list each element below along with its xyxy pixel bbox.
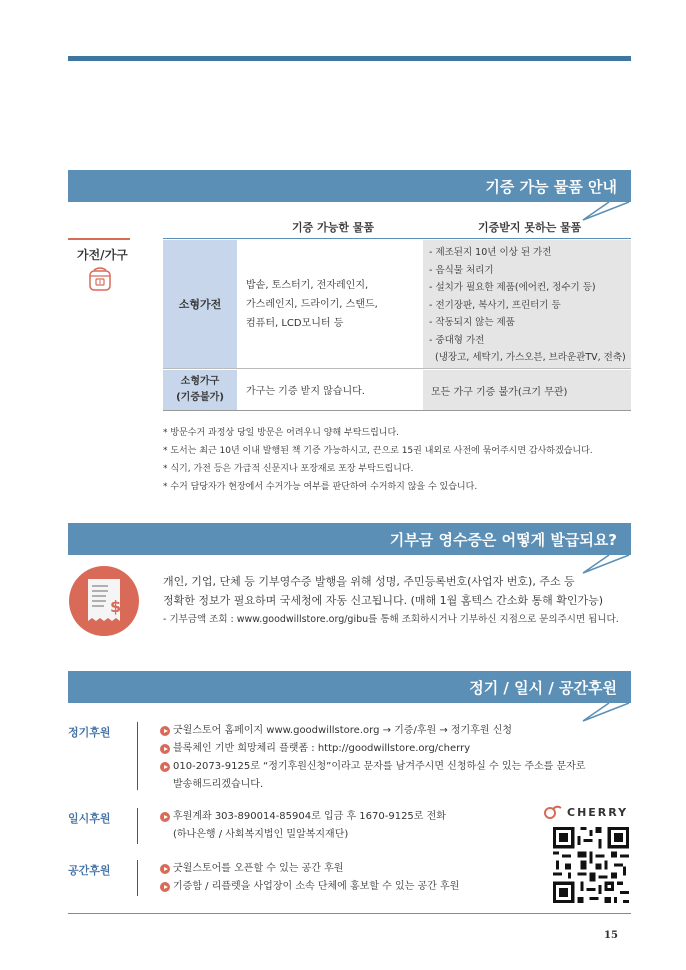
bottom-rule bbox=[68, 913, 631, 914]
list-item: 블록체인 기반 희망체리 플랫폼 : http://goodwillstore.org/cherry bbox=[160, 740, 585, 758]
note-item: * 수거 담당자가 현장에서 수거가능 여부를 판단하여 수거하지 않을 수 있습니다. bbox=[163, 482, 478, 492]
row-divider bbox=[163, 368, 631, 369]
available-line: 컴퓨터, LCD모니터 등 bbox=[246, 318, 344, 329]
section-header-sponsorship bbox=[68, 671, 631, 703]
unavailable-line: (냉장고, 세탁기, 가스오븐, 브라운관TV, 전축) bbox=[429, 352, 626, 363]
space-sponsor-label: 공간후원 bbox=[68, 864, 111, 877]
regular-sponsor-list bbox=[160, 722, 585, 794]
rice-cooker-icon bbox=[87, 266, 113, 294]
unavailable-line: - 설치가 필요한 제품(에어컨, 정수기 등) bbox=[429, 282, 596, 293]
unavailable-line: - 중대형 가전 bbox=[429, 334, 485, 346]
unavailable-items-furniture: 모든 가구 기증 불가(크기 무관) bbox=[423, 370, 631, 410]
category-accent-line bbox=[68, 238, 130, 240]
svg-text:$: $ bbox=[110, 597, 122, 616]
divider-line bbox=[137, 808, 138, 844]
section-header-donation-items bbox=[68, 170, 631, 202]
available-items-furniture: 가구는 기증 받지 않습니다. bbox=[246, 386, 365, 397]
row-label-line: 소형가구 bbox=[180, 376, 220, 387]
qr-code-icon[interactable] bbox=[553, 827, 629, 903]
col-head-unavailable: 기증받지 못하는 물품 bbox=[478, 221, 582, 234]
speech-tail-icon bbox=[581, 703, 631, 723]
row-label-small-furniture bbox=[163, 370, 237, 410]
section-title: 기부금 영수증은 어떻게 발급되요? bbox=[389, 531, 617, 549]
onetime-sponsor-label: 일시후원 bbox=[68, 812, 111, 825]
list-item-continuation: 발송해드리겠습니다. bbox=[173, 779, 264, 790]
category-label: 가전/가구 bbox=[77, 248, 128, 262]
table-bottom-line bbox=[163, 410, 631, 411]
note-item: * 방문수거 과정상 당일 방문은 어려우니 양해 부탁드립니다. bbox=[163, 428, 400, 438]
row-label-small-appliances: 소형가전 bbox=[163, 240, 237, 368]
cherry-logo-icon bbox=[543, 805, 563, 819]
note-item: * 식기, 가전 등은 가급적 신문지나 포장재로 포장 부탁드립니다. bbox=[163, 464, 414, 474]
regular-sponsor-label: 정기후원 bbox=[68, 726, 111, 739]
divider-line bbox=[137, 722, 138, 790]
unavailable-items-appliances bbox=[423, 240, 631, 368]
onetime-sponsor-list bbox=[160, 808, 446, 844]
play-bullet-icon bbox=[160, 726, 170, 736]
play-bullet-icon bbox=[160, 744, 170, 754]
top-rule bbox=[68, 56, 631, 61]
receipt-description bbox=[163, 572, 619, 629]
section-header-receipt bbox=[68, 523, 631, 555]
cherry-logo-text: CHERRY bbox=[567, 805, 629, 819]
list-item: 굿윌스토어 홈페이지 www.goodwillstore.org → 기증/후원 → 정기후원 신청 bbox=[160, 722, 585, 740]
notes-list bbox=[163, 424, 593, 496]
page-number: 15 bbox=[604, 930, 618, 941]
list-item: 후원계좌 303-890014-85904로 입금 후 1670-9125로 전화 bbox=[160, 808, 446, 826]
play-bullet-icon bbox=[160, 812, 170, 822]
available-items-appliances bbox=[246, 276, 378, 333]
unavailable-line: - 작동되지 않는 제품 bbox=[429, 317, 515, 328]
list-item: 010-2073-9125로 “정기후원신청”이라고 문자를 남겨주시면 신청하실 수 있는 주소를 문자로 bbox=[160, 758, 585, 776]
receipt-icon bbox=[68, 565, 140, 637]
space-sponsor-list bbox=[160, 860, 459, 896]
cherry-logo bbox=[543, 805, 628, 819]
table-top-line bbox=[163, 238, 631, 239]
play-bullet-icon bbox=[160, 762, 170, 772]
note-item: * 도서는 최근 10년 이내 발행된 책 기증 가능하시고, 끈으로 15권 내외로 사전에 묶어주시면 감사하겠습니다. bbox=[163, 446, 593, 456]
receipt-line: 정확한 정보가 필요하며 국세청에 자동 신고됩니다. (매해 1월 홈텍스 간소화 통해 확인가능) bbox=[163, 594, 604, 607]
receipt-line: 개인, 기업, 단체 등 기부영수증 발행을 위해 성명, 주민등록번호(사업자 번호), 주소 등 bbox=[163, 575, 575, 588]
divider-line bbox=[137, 860, 138, 896]
play-bullet-icon bbox=[160, 882, 170, 892]
list-item: 굿윌스토어를 오픈할 수 있는 공간 후원 bbox=[160, 860, 459, 878]
list-item-continuation: (하나은행 / 사회복지법인 밀알복지재단) bbox=[173, 829, 349, 840]
unavailable-line: - 음식물 처리기 bbox=[429, 264, 494, 276]
row-label-line: (기증불가) bbox=[176, 392, 224, 403]
unavailable-line: - 제조된지 10년 이상 된 가전 bbox=[429, 247, 552, 258]
list-item: 기증함 / 리플렛을 사업장이 소속 단체에 홍보할 수 있는 공간 후원 bbox=[160, 878, 459, 896]
speech-tail-icon bbox=[581, 202, 631, 222]
receipt-inquiry-line: - 기부금액 조회 : www.goodwillstore.org/gibu를 통해 조회하시거나 기부하신 지점으로 문의주시면 됩니다. bbox=[163, 614, 619, 625]
section-title: 정기 / 일시 / 공간후원 bbox=[469, 679, 617, 697]
available-line: 밥솥, 토스터기, 전자레인지, bbox=[246, 280, 369, 291]
unavailable-line: - 전기장판, 복사기, 프린터기 등 bbox=[429, 299, 561, 311]
col-head-available: 기증 가능한 물품 bbox=[292, 221, 375, 234]
available-line: 가스레인지, 드라이기, 스탠드, bbox=[246, 299, 378, 310]
play-bullet-icon bbox=[160, 864, 170, 874]
section-title: 기증 가능 물품 안내 bbox=[485, 178, 617, 196]
